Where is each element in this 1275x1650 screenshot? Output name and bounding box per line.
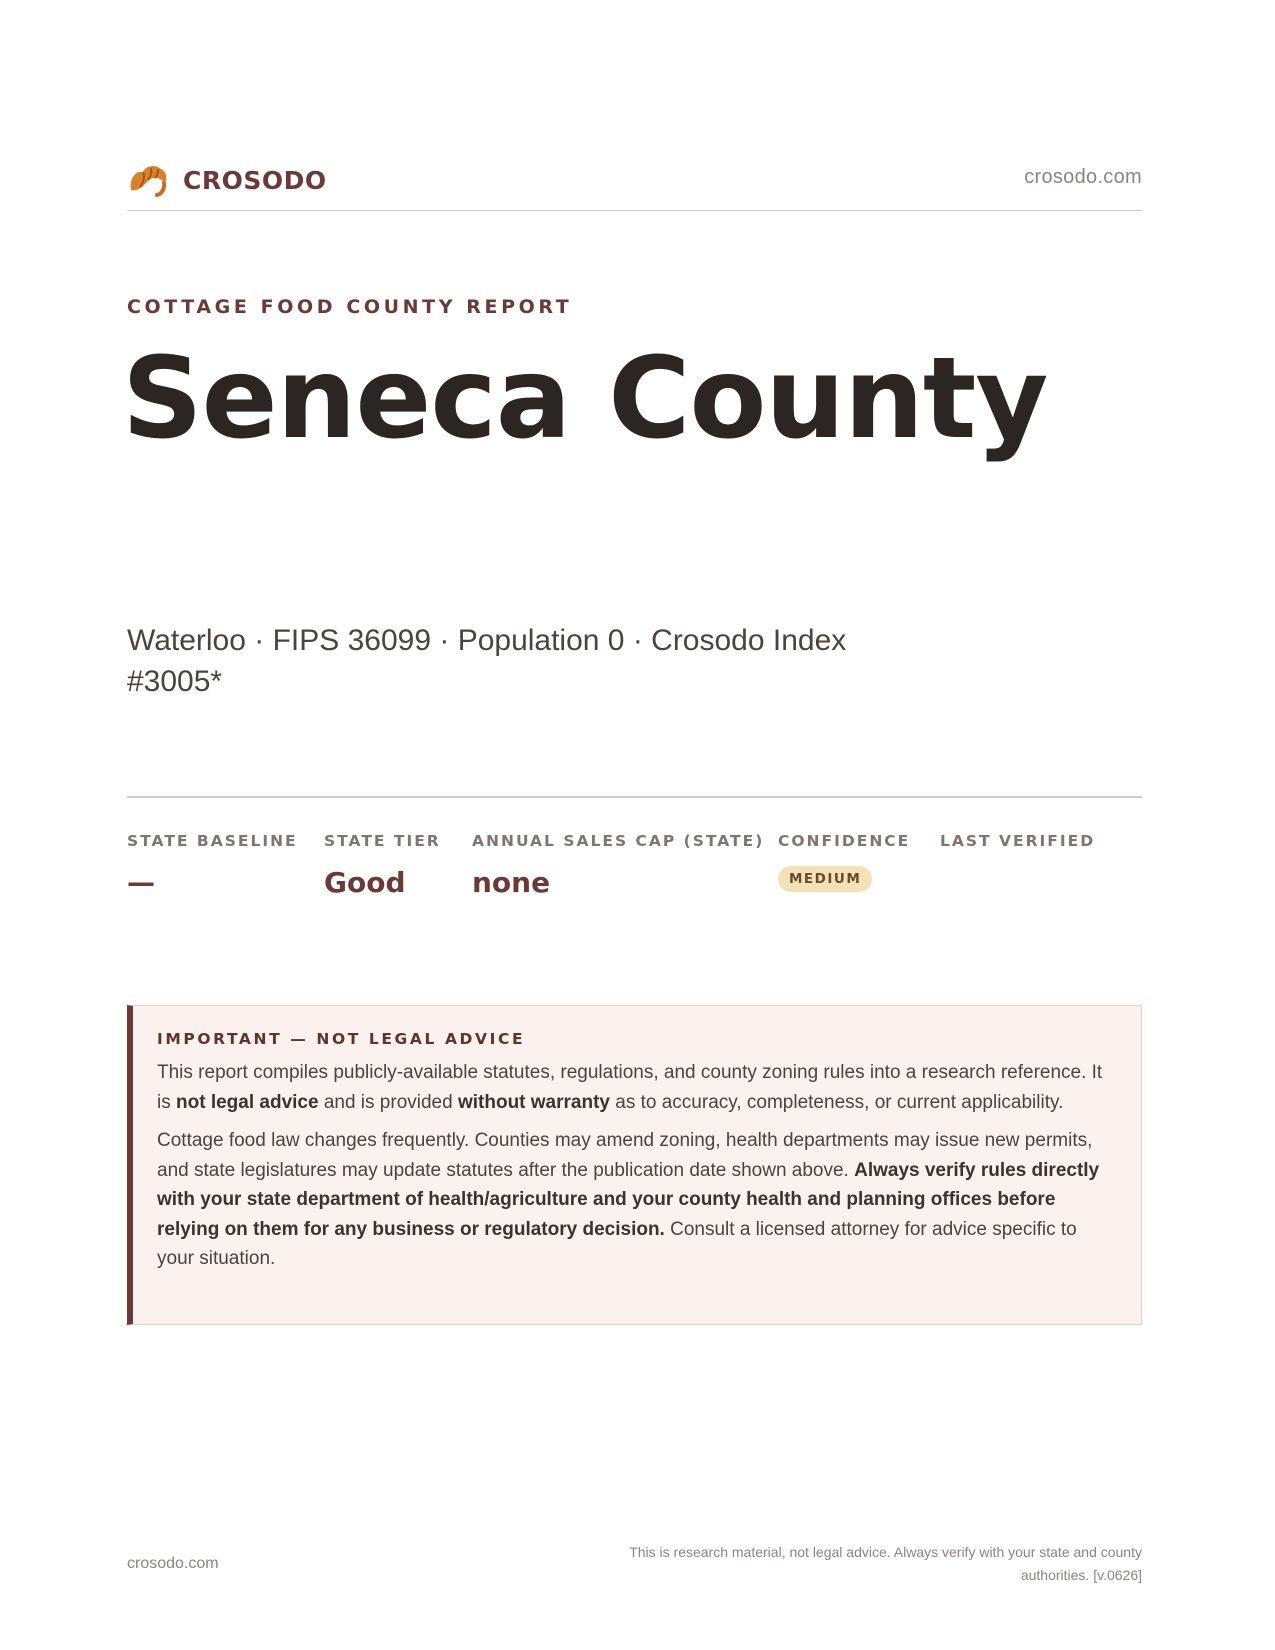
- stat-state-baseline: [127, 832, 298, 899]
- stat-state-tier: [324, 832, 441, 899]
- stat-sales-cap: [472, 832, 764, 899]
- stat-value: Good: [324, 866, 406, 899]
- notice-emphasis: Always verify rules directly with your state department of health/agriculture and your county health and planning offices before relying on them for any business or regulatory decision.: [157, 1159, 1100, 1240]
- stat-value: —: [127, 866, 155, 899]
- notice-emphasis: without warranty: [457, 1091, 610, 1113]
- notice-text: Consult a licensed attorney for advice specific to your situation.: [157, 1218, 1077, 1269]
- notice-text: Cottage food law changes frequently. Counties may amend zoning, health departments may issue new permits, and state legislatures may update statutes after the publication date shown above.: [157, 1130, 1093, 1181]
- brand-name: CROSODO: [183, 165, 327, 195]
- stat-value: none: [472, 866, 551, 899]
- county-subtitle: Waterloo · FIPS 36099 · Population 0 · Crosodo Index #3005*: [127, 624, 847, 698]
- stat-confidence: [778, 832, 910, 892]
- report-eyebrow: COTTAGE FOOD COUNTY REPORT: [127, 296, 573, 318]
- divider: [127, 796, 1142, 798]
- brand[interactable]: [127, 160, 327, 200]
- footer-disclaimer: This is research material, not legal advice. Always verify with your state and county authorities. [v.0626]: [629, 1544, 1142, 1583]
- stat-label: LAST VERIFIED: [940, 832, 1096, 850]
- stat-last-verified: [940, 832, 1095, 866]
- page-title: Seneca County: [122, 334, 1048, 464]
- notice-emphasis: not legal advice: [176, 1091, 319, 1113]
- page-header: [127, 154, 1142, 211]
- header-site-link[interactable]: crosodo.com: [1024, 166, 1142, 188]
- stat-label: STATE BASELINE: [127, 832, 298, 850]
- confidence-badge: MEDIUM: [778, 866, 872, 892]
- stat-label: CONFIDENCE: [778, 832, 911, 850]
- stat-label: STATE TIER: [324, 832, 441, 850]
- legal-notice: [127, 1005, 1142, 1325]
- notice-text: This report compiles publicly-available statutes, regulations, and county zoning rules into a research reference. It is: [157, 1062, 1103, 1113]
- footer-site-link[interactable]: crosodo.com: [127, 1555, 219, 1572]
- croissant-icon: [127, 160, 169, 200]
- stat-label: ANNUAL SALES CAP (STATE): [472, 832, 765, 850]
- notice-paragraph: [157, 1058, 1117, 1117]
- notice-text: and is provided: [318, 1091, 458, 1113]
- notice-paragraph: [157, 1126, 1117, 1274]
- notice-heading: IMPORTANT — NOT LEGAL ADVICE: [157, 1030, 526, 1048]
- notice-text: as to accuracy, completeness, or current applicability.: [609, 1091, 1064, 1113]
